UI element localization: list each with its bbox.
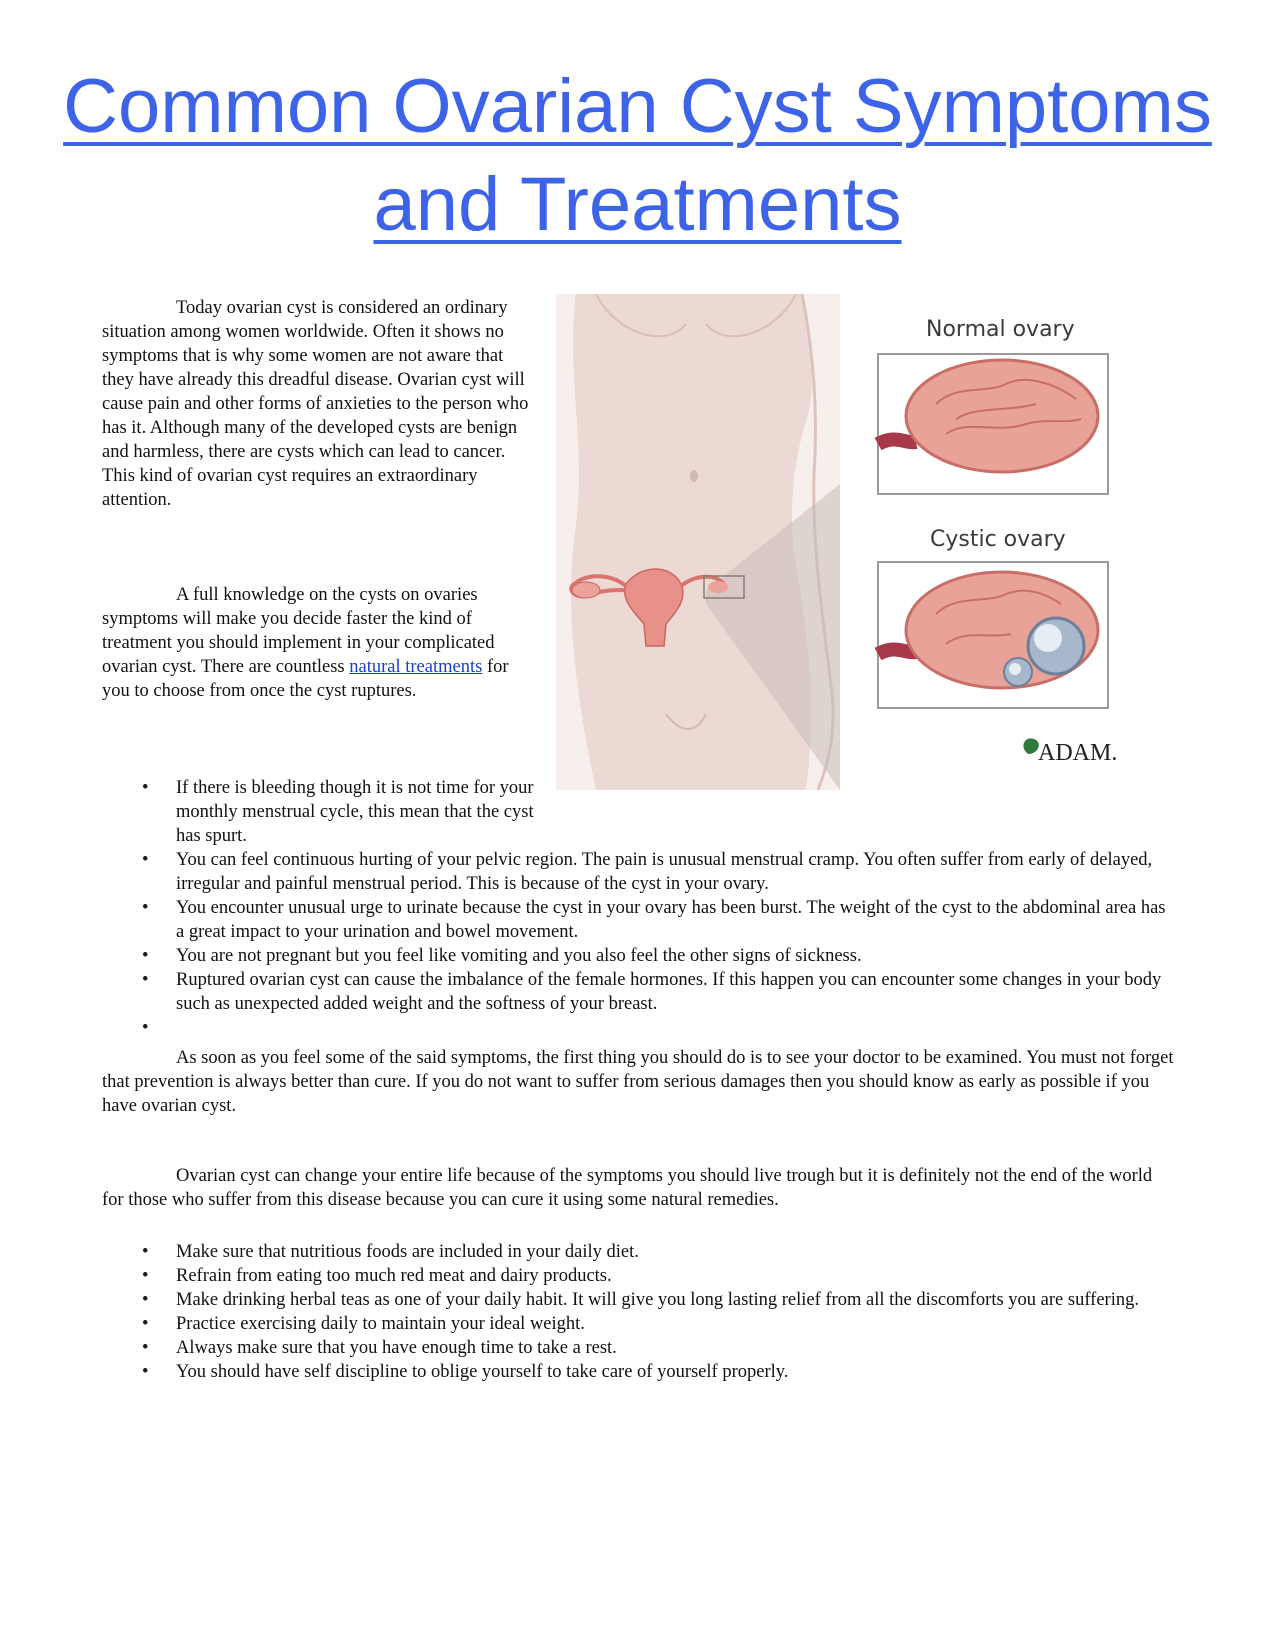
knowledge-paragraph <box>102 583 534 703</box>
intro-paragraph: Today ovarian cyst is considered an ordinary situation among women worldwide. Often it shows no symptoms that is why some women are not aware that they have already this dreadful disease. Ovarian cyst will cause pain and other forms of anxieties to the person who has it. Although many of the developed cysts are benign and harmless, there are cysts which can lead to cancer. This kind of ovarian cyst requires an extraordinary attention. <box>102 298 529 510</box>
cystic-ovary-panel <box>878 562 1108 708</box>
remedies-list <box>102 1240 1177 1384</box>
symptom-item: • If there is bleeding though it is not time for your monthly menstrual cycle, this mean that the cyst has spurt. <box>142 778 534 846</box>
knowledge-text-before: A full knowledge on the cysts on ovaries symptoms will make you decide faster the kind of treatment you should implement in your complicated ovarian cyst. There are countless <box>102 585 495 677</box>
bullet: • <box>142 946 149 966</box>
normal-ovary-label: Normal ovary <box>926 317 1075 342</box>
normal-ovary-panel <box>878 354 1108 494</box>
remedy-item: • Practice exercising daily to maintain your ideal weight. <box>142 1314 585 1334</box>
bullet: • <box>142 1018 149 1038</box>
knowledge-text-after: for you to choose from once the cyst ruptures. <box>102 657 509 701</box>
remedy-item: • Make drinking herbal teas as one of your daily habit. It will give you long lasting relief from all the discomforts you are suffering. <box>142 1290 1139 1310</box>
bullet: • <box>142 1290 149 1310</box>
symptom-item: • Ruptured ovarian cyst can cause the imbalance of the female hormones. If this happen you can encounter some changes in your body such as unexpected added weight and the softness of your breast. <box>142 970 1162 1014</box>
bullet: • <box>142 970 149 990</box>
bullet: • <box>142 898 149 918</box>
page-title: Common Ovarian Cyst Symptoms and Treatments <box>63 64 1212 247</box>
symptoms-list <box>102 776 1177 1040</box>
adam-credit: ADAM. <box>1038 740 1118 766</box>
symptom-item: • You are not pregnant but you feel like vomiting and you also feel the other signs of sickness. <box>142 946 862 966</box>
natural-treatments-link[interactable]: natural treatments <box>349 657 483 677</box>
bullet: • <box>142 1338 149 1358</box>
remedy-item: • Always make sure that you have enough time to take a rest. <box>142 1338 617 1358</box>
bullet: • <box>142 1314 149 1334</box>
bullet: • <box>142 850 149 870</box>
remedy-item: • Refrain from eating too much red meat and dairy products. <box>142 1266 612 1286</box>
bullet: • <box>142 778 149 798</box>
bullet: • <box>142 1266 149 1286</box>
symptom-item <box>102 1016 1177 1040</box>
ovary-illustration <box>556 294 1176 794</box>
cystic-ovary-label: Cystic ovary <box>930 527 1066 552</box>
remedy-item: • Make sure that nutritious foods are included in your daily diet. <box>142 1242 639 1262</box>
bullet: • <box>142 1242 149 1262</box>
adam-logo <box>1023 738 1117 766</box>
symptom-item: • You encounter unusual urge to urinate because the cyst in your ovary has been burst. The weight of the cyst to the abdominal area has a great impact to your urination and bowel movement. <box>142 898 1166 942</box>
remedy-item: • You should have self discipline to oblige yourself to take care of yourself properly. <box>142 1362 789 1382</box>
doctor-paragraph: As soon as you feel some of the said symptoms, the first thing you should do is to see your doctor to be examined. You must not forget that prevention is always better than cure. If you do not want to suffer from serious damages then you should know as early as possible if you have ovarian cyst. <box>102 1048 1174 1116</box>
symptom-item: • You can feel continuous hurting of your pelvic region. The pain is unusual menstrual cramp. You often suffer from early of delayed, irregular and painful menstrual period. This is because of the cyst in your ovary. <box>142 850 1153 894</box>
remedies-intro-paragraph: Ovarian cyst can change your entire life because of the symptoms you should live trough but it is definitely not the end of the world for those who suffer from this disease because you can cure it using some natural remedies. <box>102 1166 1153 1210</box>
torso-figure <box>556 294 840 790</box>
bullet: • <box>142 1362 149 1382</box>
